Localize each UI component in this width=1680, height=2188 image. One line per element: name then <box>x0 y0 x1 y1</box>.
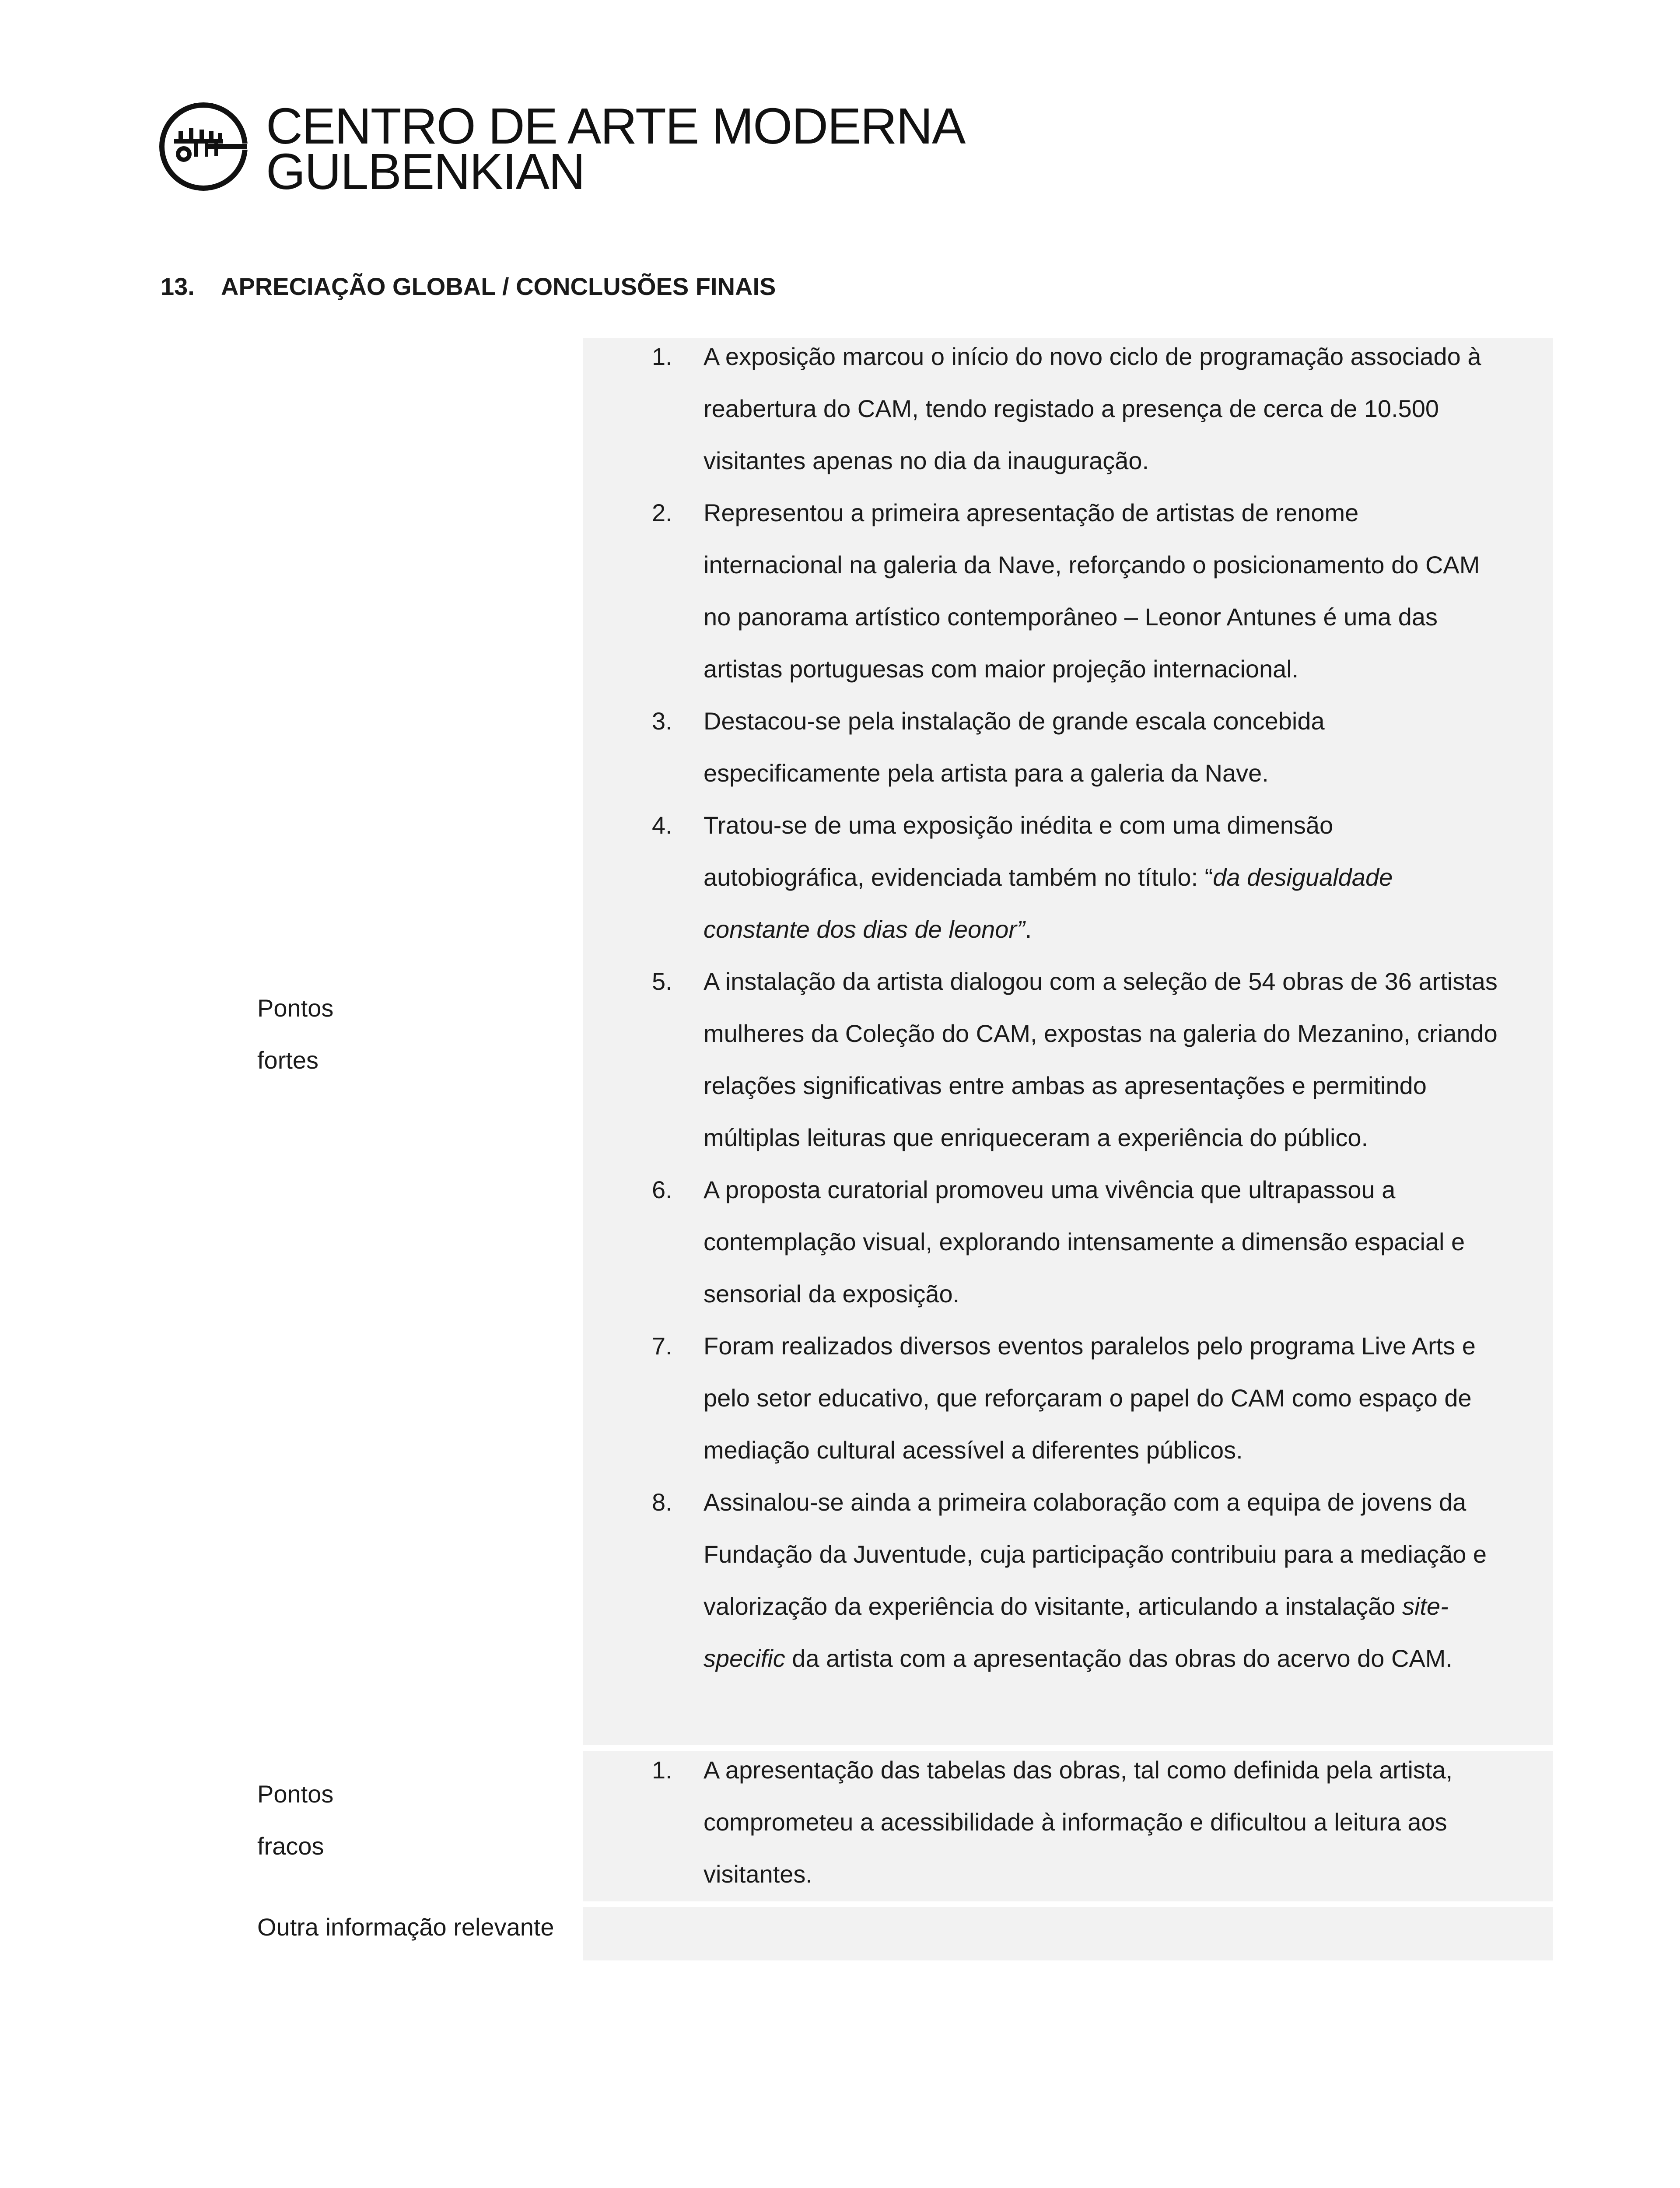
italic-term: specific <box>704 1645 785 1672</box>
item-line <box>704 1632 1544 1684</box>
logo-title-line1: CENTRO DE ARTE MODERNA <box>266 98 965 154</box>
italic-title: da desigualdade <box>1213 863 1393 891</box>
list-item <box>652 1476 1544 1684</box>
label-outra-informacao: Outra informação relevante <box>257 1913 554 1941</box>
label-pontos-fortes <box>257 982 333 1086</box>
item-line: reabertura do CAM, tendo registado a presença de cerca de 10.500 <box>704 395 1439 422</box>
item-line: mulheres da Coleção do CAM, expostas na galeria do Mezanino, criando <box>704 1020 1498 1047</box>
text-span: valorização da experiência do visitante, articulando a instalação <box>704 1592 1402 1620</box>
item-line: Tratou-se de uma exposição inédita e com uma dimensão <box>704 811 1334 839</box>
list-item <box>652 330 1544 487</box>
item-line: A apresentação das tabelas das obras, tal como definida pela artista, <box>704 1756 1453 1784</box>
item-line: A instalação da artista dialogou com a seleção de 54 obras de 36 artistas <box>704 968 1498 995</box>
item-line: Assinalou-se ainda a primeira colaboração com a equipa de jovens da <box>704 1488 1466 1516</box>
item-line: comprometeu a acessibilidade à informação e dificultou a leitura aos <box>704 1808 1447 1836</box>
label-line: fortes <box>257 1046 319 1074</box>
section-heading <box>161 272 776 301</box>
item-number: 1. <box>652 343 672 370</box>
list-item <box>652 1744 1544 1900</box>
label-line: Pontos <box>257 994 334 1022</box>
list-pontos-fracos <box>652 1744 1544 1900</box>
text-span: autobiográfica, evidenciada também no título: “ <box>704 863 1213 891</box>
item-line: especificamente pela artista para a galeria da Nave. <box>704 759 1269 787</box>
item-line <box>704 1580 1544 1632</box>
item-number: 1. <box>652 1756 672 1784</box>
item-line: visitantes. <box>704 1860 812 1888</box>
italic-title: constante dos dias de leonor” <box>704 915 1025 943</box>
item-line: sensorial da exposição. <box>704 1280 960 1308</box>
list-item <box>652 695 1544 799</box>
item-line: contemplação visual, explorando intensamente a dimensão espacial e <box>704 1228 1465 1255</box>
item-line: Foram realizados diversos eventos paralelos pelo programa Live Arts e <box>704 1332 1476 1360</box>
list-item <box>652 799 1544 955</box>
item-line <box>704 851 1544 903</box>
list-item <box>652 1164 1544 1320</box>
item-number: 5. <box>652 968 672 995</box>
item-line: pelo setor educativo, que reforçaram o papel do CAM como espaço de <box>704 1384 1472 1412</box>
item-line: Fundação da Juventude, cuja participação contribuiu para a mediação e <box>704 1540 1487 1568</box>
item-line <box>704 903 1544 955</box>
item-line: relações significativas entre ambas as apresentações e permitindo <box>704 1072 1427 1099</box>
item-line: Destacou-se pela instalação de grande escala concebida <box>704 707 1325 735</box>
item-number: 7. <box>652 1332 672 1360</box>
gulbenkian-chariot-logo-icon <box>158 101 249 193</box>
item-number: 2. <box>652 499 672 526</box>
item-number: 3. <box>652 707 672 735</box>
text-span: . <box>1025 915 1032 943</box>
item-line: artistas portuguesas com maior projeção internacional. <box>704 655 1299 683</box>
logo-title-line2: GULBENKIAN <box>266 143 584 200</box>
text-span: da artista com a apresentação das obras do acervo do CAM. <box>785 1645 1452 1672</box>
section-number: 13. <box>161 273 195 300</box>
item-line: múltiplas leituras que enriqueceram a experiência do público. <box>704 1124 1368 1151</box>
cell-outra-informacao <box>583 1907 1553 1960</box>
list-item <box>652 1320 1544 1476</box>
list-item <box>652 955 1544 1164</box>
item-number: 8. <box>652 1488 672 1516</box>
item-line: Representou a primeira apresentação de artistas de renome <box>704 499 1359 526</box>
italic-term: site- <box>1402 1592 1449 1620</box>
section-title: APRECIAÇÃO GLOBAL / CONCLUSÕES FINAIS <box>221 273 776 300</box>
item-line: internacional na galeria da Nave, reforçando o posicionamento do CAM <box>704 551 1480 579</box>
item-line: visitantes apenas no dia da inauguração. <box>704 447 1149 474</box>
list-item <box>652 487 1544 695</box>
item-number: 4. <box>652 811 672 839</box>
item-number: 6. <box>652 1176 672 1203</box>
label-line: Pontos <box>257 1780 334 1808</box>
item-line: no panorama artístico contemporâneo – Leonor Antunes é uma das <box>704 603 1438 631</box>
label-line: fracos <box>257 1832 324 1860</box>
item-line: A proposta curatorial promoveu uma vivência que ultrapassou a <box>704 1176 1396 1203</box>
item-line: mediação cultural acessível a diferentes públicos. <box>704 1436 1243 1464</box>
label-pontos-fracos <box>257 1768 333 1872</box>
item-line: A exposição marcou o início do novo ciclo de programação associado à <box>704 343 1481 370</box>
list-pontos-fortes <box>652 330 1544 1684</box>
header-logo <box>158 98 1032 200</box>
